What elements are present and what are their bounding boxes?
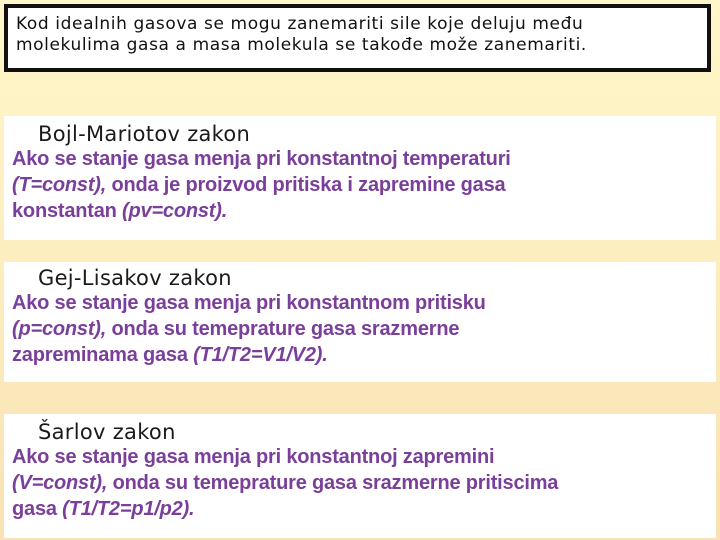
law-title: Gej-Lisakov zakon [38, 266, 232, 290]
law-card-boyle-mariotte [4, 116, 716, 240]
law-condition: (V=const), [12, 472, 108, 494]
law-title: Bojl-Mariotov zakon [38, 122, 251, 146]
law-line-3 [12, 198, 708, 224]
law-line-2-rest: onda je proizvod pritiska i zapremine gasa [106, 174, 506, 196]
law-line-3-text: gasa [12, 498, 63, 520]
intro-box [4, 4, 711, 72]
law-line-2 [12, 172, 708, 198]
law-text [12, 146, 708, 224]
law-condition: (p=const), [12, 318, 107, 340]
law-line-3 [12, 342, 708, 368]
law-line-1: Ako se stanje gasa menja pri konstantnoj temperaturi [12, 148, 511, 170]
law-text [12, 444, 708, 522]
law-line-1: Ako se stanje gasa menja pri konstantnom pritisku [12, 292, 486, 314]
law-formula: (T1/T2=p1/p2). [62, 498, 195, 520]
law-card-gay-lussac [4, 262, 716, 382]
law-line-2 [12, 470, 708, 496]
law-card-charles [4, 414, 716, 538]
law-line-3-text: konstantan [12, 200, 123, 222]
law-title: Šarlov zakon [38, 420, 176, 444]
intro-line-1: Kod idealnih gasova se mogu zanemariti sile koje deluju među [16, 14, 584, 34]
law-line-2-rest: onda su temeprature gasa srazmerne [106, 318, 460, 340]
law-formula: (pv=const). [122, 200, 228, 222]
law-line-3 [12, 496, 708, 522]
law-line-2-rest: onda su temeprature gasa srazmerne pritiscima [107, 472, 559, 494]
intro-line-2: molekulima gasa a masa molekula se takođe može zanemariti. [16, 35, 587, 55]
law-line-2 [12, 316, 708, 342]
law-line-1: Ako se stanje gasa menja pri konstantnoj zapremini [12, 446, 495, 468]
law-formula: (T1/T2=V1/V2). [193, 344, 328, 366]
law-condition: (T=const), [12, 174, 107, 196]
law-text [12, 290, 708, 368]
law-line-3-text: zapreminama gasa [12, 344, 194, 366]
